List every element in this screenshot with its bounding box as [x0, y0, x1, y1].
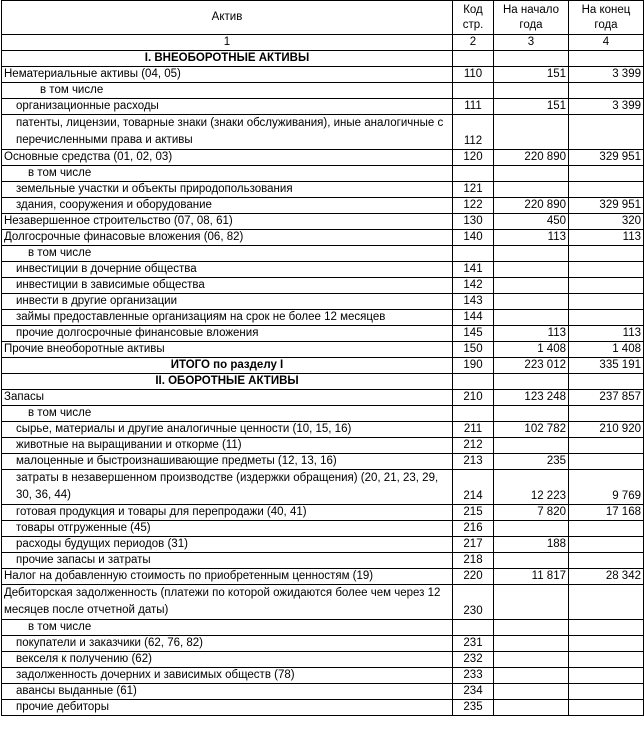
row-code: 217 [453, 537, 494, 553]
column-number-2: 2 [453, 35, 494, 51]
table-row [2, 438, 644, 454]
row-end-value: 3 399 [569, 67, 644, 83]
row-end-value: 113 [569, 326, 644, 342]
row-begin-value [494, 262, 569, 278]
row-code: 140 [453, 230, 494, 246]
table-row [2, 294, 644, 310]
row-label: Основные средства (01, 02, 03) [2, 150, 453, 166]
row-end-value [569, 374, 644, 390]
table-row [2, 230, 644, 246]
row-code: 143 [453, 294, 494, 310]
table-row [2, 505, 644, 521]
row-end-value: 1 408 [569, 342, 644, 358]
table-row [2, 262, 644, 278]
header-code: Код стр. [453, 1, 494, 35]
table-row [2, 390, 644, 406]
row-label: в том числе [2, 246, 453, 262]
table-row [2, 422, 644, 438]
row-end-value [569, 294, 644, 310]
row-end-value [569, 652, 644, 668]
row-label: земельные участки и объекты природопользования [2, 182, 453, 198]
header-asset: Актив [2, 1, 453, 35]
row-end-value [569, 521, 644, 537]
row-end-value: 237 857 [569, 390, 644, 406]
row-begin-value [494, 310, 569, 326]
table-row [2, 620, 644, 636]
row-begin-value [494, 668, 569, 684]
table-row [2, 585, 644, 620]
row-code: 220 [453, 569, 494, 585]
row-end-value [569, 278, 644, 294]
table-row [2, 521, 644, 537]
table-row [2, 358, 644, 374]
row-end-value [569, 115, 644, 150]
row-label: векселя к получению (62) [2, 652, 453, 668]
row-begin-value: 102 782 [494, 422, 569, 438]
row-begin-value: 223 012 [494, 358, 569, 374]
row-label: II. ОБОРОТНЫЕ АКТИВЫ [2, 374, 453, 390]
row-begin-value [494, 115, 569, 150]
row-code: 141 [453, 262, 494, 278]
row-label: прочие дебиторы [2, 700, 453, 716]
row-begin-value: 151 [494, 99, 569, 115]
table-row [2, 668, 644, 684]
row-begin-value [494, 166, 569, 182]
table-row [2, 652, 644, 668]
row-label: Запасы [2, 390, 453, 406]
table-row [2, 700, 644, 716]
row-label: в том числе [2, 83, 453, 99]
row-label: Дебиторская задолженность (платежи по которой ожидаются более чем через 12 месяцев после отчетной даты) [2, 585, 453, 620]
row-code: 230 [453, 585, 494, 620]
row-begin-value: 450 [494, 214, 569, 230]
row-label: авансы выданные (61) [2, 684, 453, 700]
row-end-value [569, 636, 644, 652]
row-code: 231 [453, 636, 494, 652]
row-begin-value [494, 521, 569, 537]
row-code: 233 [453, 668, 494, 684]
row-begin-value [494, 374, 569, 390]
row-end-value [569, 182, 644, 198]
table-row [2, 537, 644, 553]
row-begin-value [494, 620, 569, 636]
row-end-value [569, 246, 644, 262]
row-end-value [569, 668, 644, 684]
row-label: покупатели и заказчики (62, 76, 82) [2, 636, 453, 652]
row-end-value: 329 951 [569, 150, 644, 166]
column-number-4: 4 [569, 35, 644, 51]
column-number-row [2, 35, 644, 51]
row-code: 150 [453, 342, 494, 358]
row-end-value [569, 684, 644, 700]
table-row [2, 166, 644, 182]
row-code: 213 [453, 454, 494, 470]
table-row [2, 406, 644, 422]
row-label: организационные расходы [2, 99, 453, 115]
table-row [2, 342, 644, 358]
row-label: инвестиции в дочерние общества [2, 262, 453, 278]
row-begin-value: 220 890 [494, 150, 569, 166]
row-end-value: 9 769 [569, 470, 644, 505]
row-begin-value [494, 636, 569, 652]
table-header-row [2, 1, 644, 35]
header-begin: На начало года [494, 1, 569, 35]
row-code: 212 [453, 438, 494, 454]
row-begin-value: 12 223 [494, 470, 569, 505]
row-label: в том числе [2, 166, 453, 182]
table-row [2, 569, 644, 585]
table-row [2, 150, 644, 166]
row-end-value: 113 [569, 230, 644, 246]
row-label: прочие долгосрочные финансовые вложения [2, 326, 453, 342]
row-end-value [569, 83, 644, 99]
table-row [2, 278, 644, 294]
row-code: 232 [453, 652, 494, 668]
row-end-value: 3 399 [569, 99, 644, 115]
row-begin-value: 113 [494, 230, 569, 246]
row-end-value [569, 620, 644, 636]
row-begin-value [494, 700, 569, 716]
row-begin-value: 188 [494, 537, 569, 553]
row-code: 190 [453, 358, 494, 374]
row-end-value [569, 310, 644, 326]
row-label: в том числе [2, 620, 453, 636]
row-label: готовая продукция и товары для перепродажи (40, 41) [2, 505, 453, 521]
row-end-value: 320 [569, 214, 644, 230]
row-label: малоценные и быстроизнашивающие предметы (12, 13, 16) [2, 454, 453, 470]
row-begin-value [494, 278, 569, 294]
row-begin-value: 11 817 [494, 569, 569, 585]
table-row [2, 83, 644, 99]
row-begin-value: 113 [494, 326, 569, 342]
row-label: прочие запасы и затраты [2, 553, 453, 569]
row-code: 111 [453, 99, 494, 115]
table-row [2, 454, 644, 470]
table-row [2, 374, 644, 390]
row-begin-value [494, 51, 569, 67]
row-begin-value [494, 652, 569, 668]
row-code [453, 620, 494, 636]
table-body [2, 51, 644, 716]
row-end-value: 210 920 [569, 422, 644, 438]
row-code [453, 51, 494, 67]
row-begin-value: 123 248 [494, 390, 569, 406]
row-begin-value [494, 684, 569, 700]
row-end-value: 28 342 [569, 569, 644, 585]
row-begin-value: 151 [494, 67, 569, 83]
row-label: задолженность дочерних и зависимых обществ (78) [2, 668, 453, 684]
row-begin-value [494, 585, 569, 620]
table-row [2, 182, 644, 198]
table-row [2, 51, 644, 67]
row-end-value [569, 406, 644, 422]
row-end-value [569, 454, 644, 470]
table-row [2, 553, 644, 569]
table-row [2, 198, 644, 214]
row-label: инвестиции в зависимые общества [2, 278, 453, 294]
row-end-value [569, 537, 644, 553]
table-row [2, 326, 644, 342]
row-end-value [569, 585, 644, 620]
row-code: 130 [453, 214, 494, 230]
row-code [453, 374, 494, 390]
row-code: 216 [453, 521, 494, 537]
row-end-value [569, 438, 644, 454]
row-label: Долгосрочные финасовые вложения (06, 82) [2, 230, 453, 246]
row-label: Прочие внеоборотные активы [2, 342, 453, 358]
row-label: товары отгруженные (45) [2, 521, 453, 537]
row-end-value [569, 553, 644, 569]
table-row [2, 99, 644, 115]
row-label: патенты, лицензии, товарные знаки (знаки обслуживания), иные аналогичные с перечисленными права и активы [2, 115, 453, 150]
row-code: 210 [453, 390, 494, 406]
row-code: 120 [453, 150, 494, 166]
table-row [2, 310, 644, 326]
table-row [2, 684, 644, 700]
row-code: 112 [453, 115, 494, 150]
row-label: Нематериальные активы (04, 05) [2, 67, 453, 83]
table-row [2, 115, 644, 150]
row-code: 214 [453, 470, 494, 505]
row-begin-value [494, 438, 569, 454]
row-code: 110 [453, 67, 494, 83]
row-code [453, 406, 494, 422]
row-code: 144 [453, 310, 494, 326]
row-code: 211 [453, 422, 494, 438]
column-number-3: 3 [494, 35, 569, 51]
row-code: 122 [453, 198, 494, 214]
row-end-value [569, 262, 644, 278]
row-begin-value: 1 408 [494, 342, 569, 358]
row-begin-value: 7 820 [494, 505, 569, 521]
row-label: Незавершенное строительство (07, 08, 61) [2, 214, 453, 230]
row-label: в том числе [2, 406, 453, 422]
row-label: ИТОГО по разделу I [2, 358, 453, 374]
row-code [453, 246, 494, 262]
row-code [453, 83, 494, 99]
row-label: сырье, материалы и другие аналогичные ценности (10, 15, 16) [2, 422, 453, 438]
row-label: Налог на добавленную стоимость по приобретенным ценностям (19) [2, 569, 453, 585]
table-row [2, 636, 644, 652]
row-begin-value [494, 406, 569, 422]
row-end-value: 335 191 [569, 358, 644, 374]
table-row [2, 67, 644, 83]
row-label: расходы будущих периодов (31) [2, 537, 453, 553]
row-code: 142 [453, 278, 494, 294]
row-end-value: 329 951 [569, 198, 644, 214]
header-end: На конец года [569, 1, 644, 35]
row-end-value [569, 166, 644, 182]
row-label: здания, сооружения и оборудование [2, 198, 453, 214]
row-code: 145 [453, 326, 494, 342]
row-label: животные на выращивании и откорме (11) [2, 438, 453, 454]
row-code: 234 [453, 684, 494, 700]
row-end-value: 17 168 [569, 505, 644, 521]
row-end-value [569, 700, 644, 716]
row-begin-value [494, 553, 569, 569]
row-code [453, 166, 494, 182]
row-code: 121 [453, 182, 494, 198]
row-begin-value [494, 246, 569, 262]
table-row [2, 214, 644, 230]
row-begin-value [494, 83, 569, 99]
row-label: инвести в другие организации [2, 294, 453, 310]
row-code: 218 [453, 553, 494, 569]
table-row [2, 470, 644, 505]
row-label: затраты в незавершенном производстве (издержки обращения) (20, 21, 23, 29, 30, 36, 44) [2, 470, 453, 505]
row-begin-value [494, 294, 569, 310]
row-begin-value [494, 182, 569, 198]
row-label: займы предоставленные организациям на срок не более 12 месяцев [2, 310, 453, 326]
row-begin-value: 235 [494, 454, 569, 470]
row-code: 215 [453, 505, 494, 521]
row-code: 235 [453, 700, 494, 716]
column-number-1: 1 [2, 35, 453, 51]
row-end-value [569, 51, 644, 67]
row-label: I. ВНЕОБОРОТНЫЕ АКТИВЫ [2, 51, 453, 67]
row-begin-value: 220 890 [494, 198, 569, 214]
balance-sheet-table [1, 0, 644, 716]
table-row [2, 246, 644, 262]
